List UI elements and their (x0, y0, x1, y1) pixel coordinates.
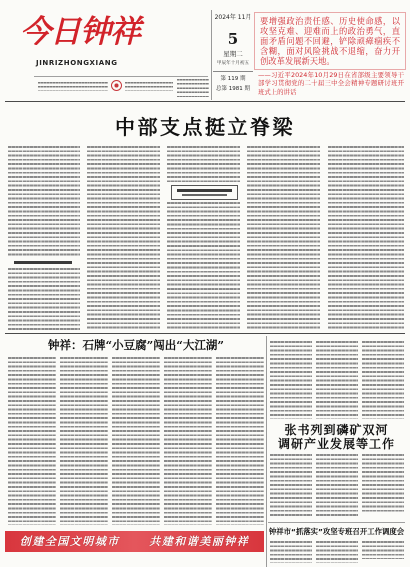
feature-article-text-col-4 (164, 357, 212, 525)
issue-number: 第 119 期 (220, 76, 246, 82)
lead-article-subheading (14, 261, 72, 264)
news-1-text-col-1 (270, 454, 312, 518)
issue-date-box (213, 14, 253, 98)
lead-article-text-col-5 (328, 146, 404, 330)
lead-article-subtitle-box (171, 185, 238, 200)
banner-slogan-right: 共建和谐美丽钟祥 (149, 534, 250, 548)
feature-article-text-col-5 (216, 357, 264, 525)
news-2-text-col-1 (270, 541, 312, 563)
subtitle-line (177, 189, 232, 192)
issue-year-month: 2024年 11月 (214, 14, 252, 21)
publisher-info-text-2 (125, 82, 173, 91)
masthead-pinyin: JINRIZHONGXIANG (36, 59, 118, 67)
emblem-icon (111, 80, 122, 91)
right-text-col-3 (362, 341, 404, 419)
feature-article-text-col-1 (8, 357, 56, 525)
news-1-headline-line-1: 张书列到磷矿双河 (284, 423, 389, 437)
section-rule (5, 333, 405, 334)
issue-day: 5 (227, 30, 239, 48)
issue-weekday: 星期二 (223, 50, 243, 58)
quote-box: 要增强政治责任感、历史使命感，以攻坚克难、迎难而上的政治勇气，直面矛盾问题不回避，铲除顽瘴痼疾不含糊，面对风险挑战不退缩，奋力开创改革发展新天地。 (254, 12, 406, 70)
masthead-logo: 今日钟祥 (20, 14, 140, 50)
news-1-headline-line-2: 调研产业发展等工作 (277, 437, 395, 451)
lead-article-text-col-1 (8, 146, 80, 258)
subtitle-line-2 (182, 194, 227, 196)
news-2-headline: 钟祥市“抓落实”攻坚专班召开工作调度会 (268, 527, 405, 536)
total-issue-number: 总第 1981 期 (216, 86, 250, 92)
right-text-col-1 (270, 341, 312, 419)
news-1-text-col-3 (362, 454, 404, 514)
news-2-text-col-3 (362, 541, 404, 559)
news-divider (268, 522, 405, 523)
publisher-info-text (38, 82, 108, 91)
column-divider (266, 336, 267, 567)
quote-attribution: ——习近平2024年10月29日在省部级主要领导干部学习贯彻党的二十届三中全会精神专题研讨班开班式上的讲话 (258, 71, 404, 96)
lead-article-text-col-2 (87, 146, 160, 330)
news-2-text-col-2 (316, 541, 358, 563)
issue-lunar-date: 甲辰年十月初五 (216, 61, 250, 66)
masthead-divider (34, 76, 208, 77)
lead-article-text-col-3b (167, 202, 240, 330)
banner-slogan-left: 创建全国文明城市 (19, 534, 120, 548)
contact-info-text (177, 79, 209, 97)
feature-article-text-col-2 (60, 357, 108, 525)
header-divider (211, 10, 212, 100)
date-box-divider (213, 71, 253, 72)
civilization-slogan-banner (5, 531, 264, 552)
header-rule (5, 101, 405, 102)
right-text-col-2 (316, 341, 358, 419)
lead-article-text-col-1b (8, 268, 80, 330)
feature-article-text-col-3 (112, 357, 160, 525)
lead-article-text-col-4 (247, 146, 320, 330)
lead-article-text-col-3 (167, 146, 240, 182)
feature-article-headline: 钟祥：石牌“小豆腐”闯出“大江湖” (48, 338, 224, 352)
news-1-text-col-2 (316, 454, 358, 518)
lead-article-headline: 中部支点挺立脊梁 (115, 115, 295, 139)
